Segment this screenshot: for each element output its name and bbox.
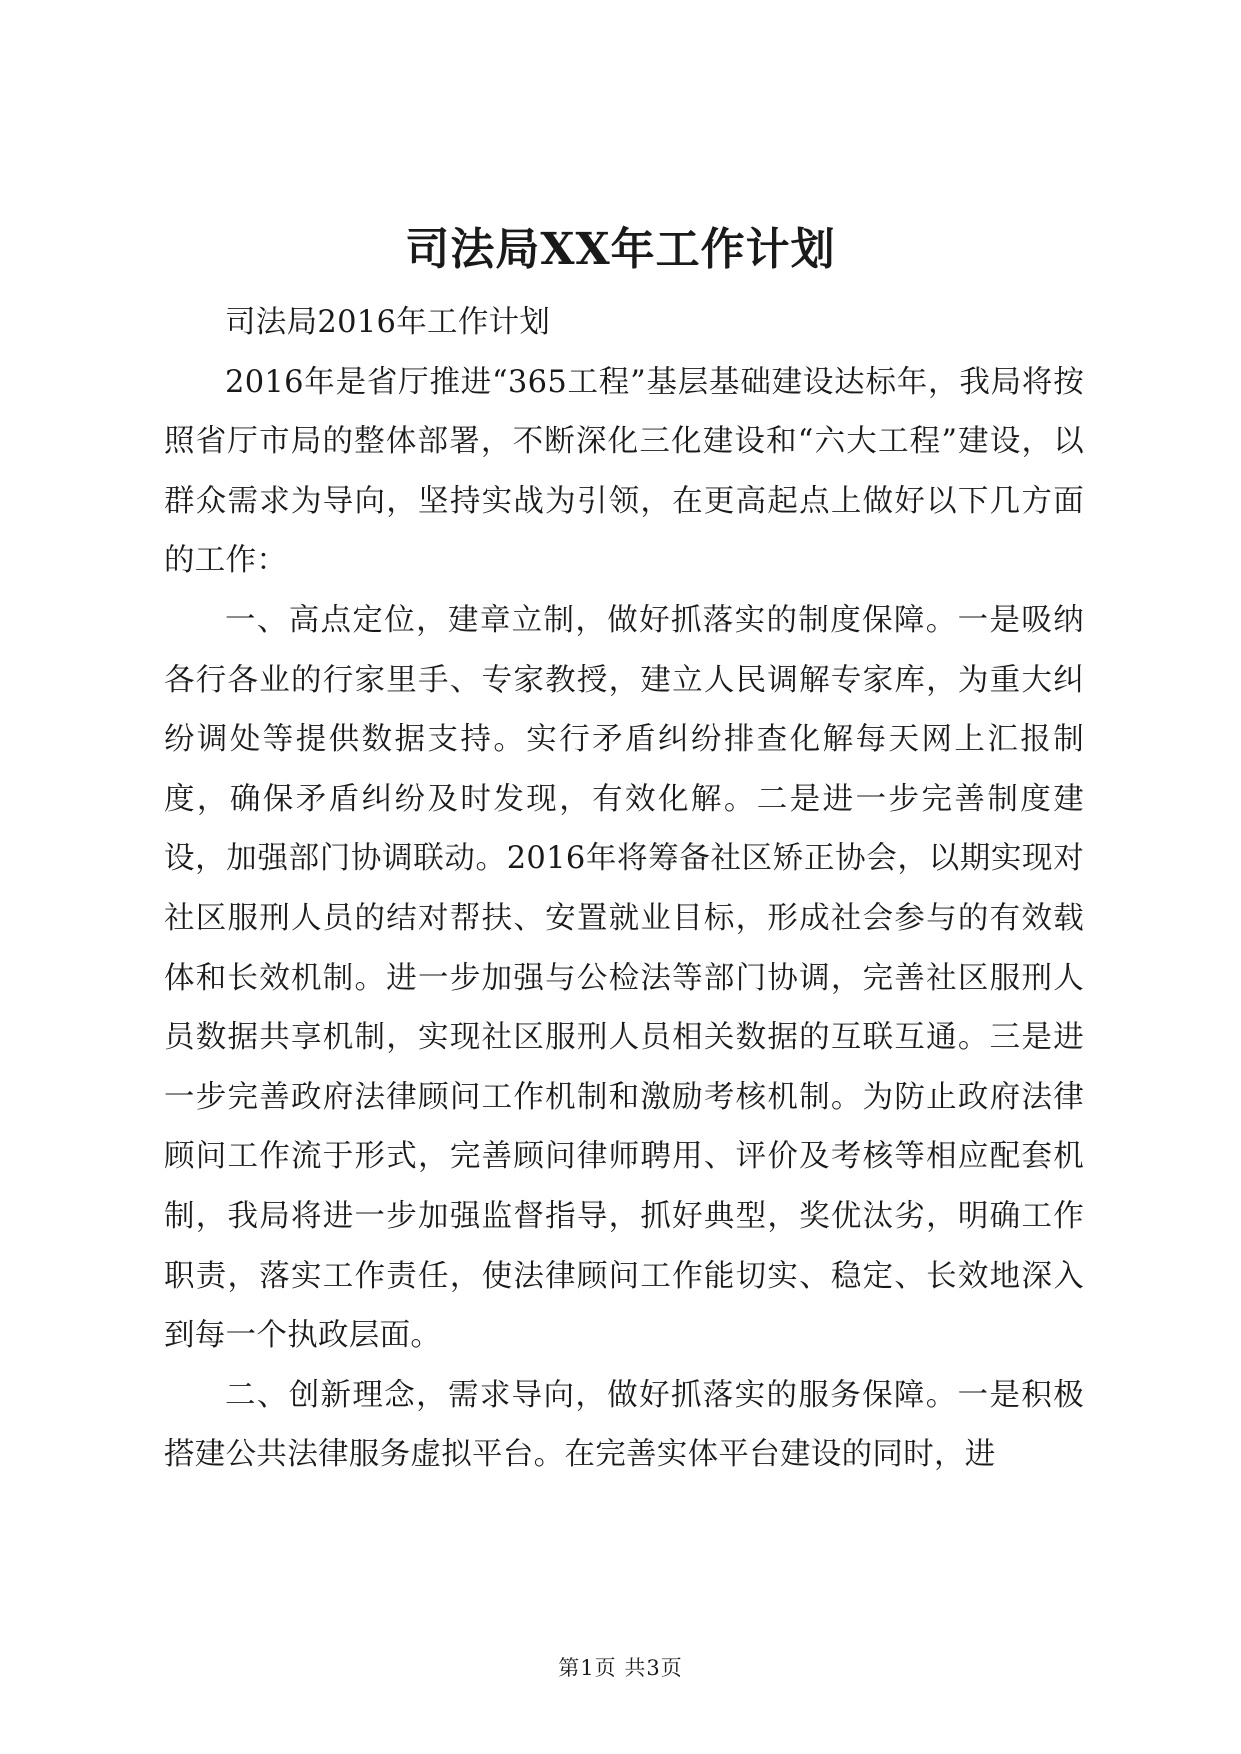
document-body — [164, 293, 1084, 1485]
document-title: 司法局XX年工作计划 — [405, 224, 836, 275]
page-number-footer: 第1页 共3页 — [558, 1656, 683, 1680]
section-two-paragraph: 二、创新理念，需求导向，做好抓落实的服务保障。一是积极搭建公共法律服务虚拟平台。在完善实体平台建设的同时，进 — [164, 1377, 1084, 1473]
section-one-paragraph: 一、高点定位，建章立制，做好抓落实的制度保障。一是吸纳各行各业的行家里手、专家教授，建立人民调解专家库，为重大纠纷调处等提供数据支持。实行矛盾纠纷排查化解每天网上汇报制度，确保矛盾纠纷及时发现，有效化解。二是进一步完善制度建设，加强部门协调联动。2016年将筹备社区矫正协会，以期实现对社区服刑人员的结对帮扶、安置就业目标，形成社会参与的有效载体和长效机制。进一步加强与公检法等部门协调，完善社区服刑人员数据共享机制，实现社区服刑人员相关数据的互联互通。三是进一步完善政府法律顾问工作机制和激励考核机制。为防止政府法律顾问工作流于形式，完善顾问律师聘用、评价及考核等相应配套机制，我局将进一步加强监督指导，抓好典型，奖优汰劣，明确工作职责，落实工作责任，使法律顾问工作能切实、稳定、长效地深入到每一个执政层面。 — [164, 602, 1084, 1354]
intro-paragraph: 2016年是省厅推进“365工程”基层基础建设达标年，我局将按照省厅市局的整体部署，不断深化三化建设和“六大工程”建设，以群众需求为导向，坚持实战为引领，在更高起点上做好以下几方面的工作： — [164, 364, 1084, 579]
subtitle-paragraph: 司法局2016年工作计划 — [225, 305, 551, 340]
